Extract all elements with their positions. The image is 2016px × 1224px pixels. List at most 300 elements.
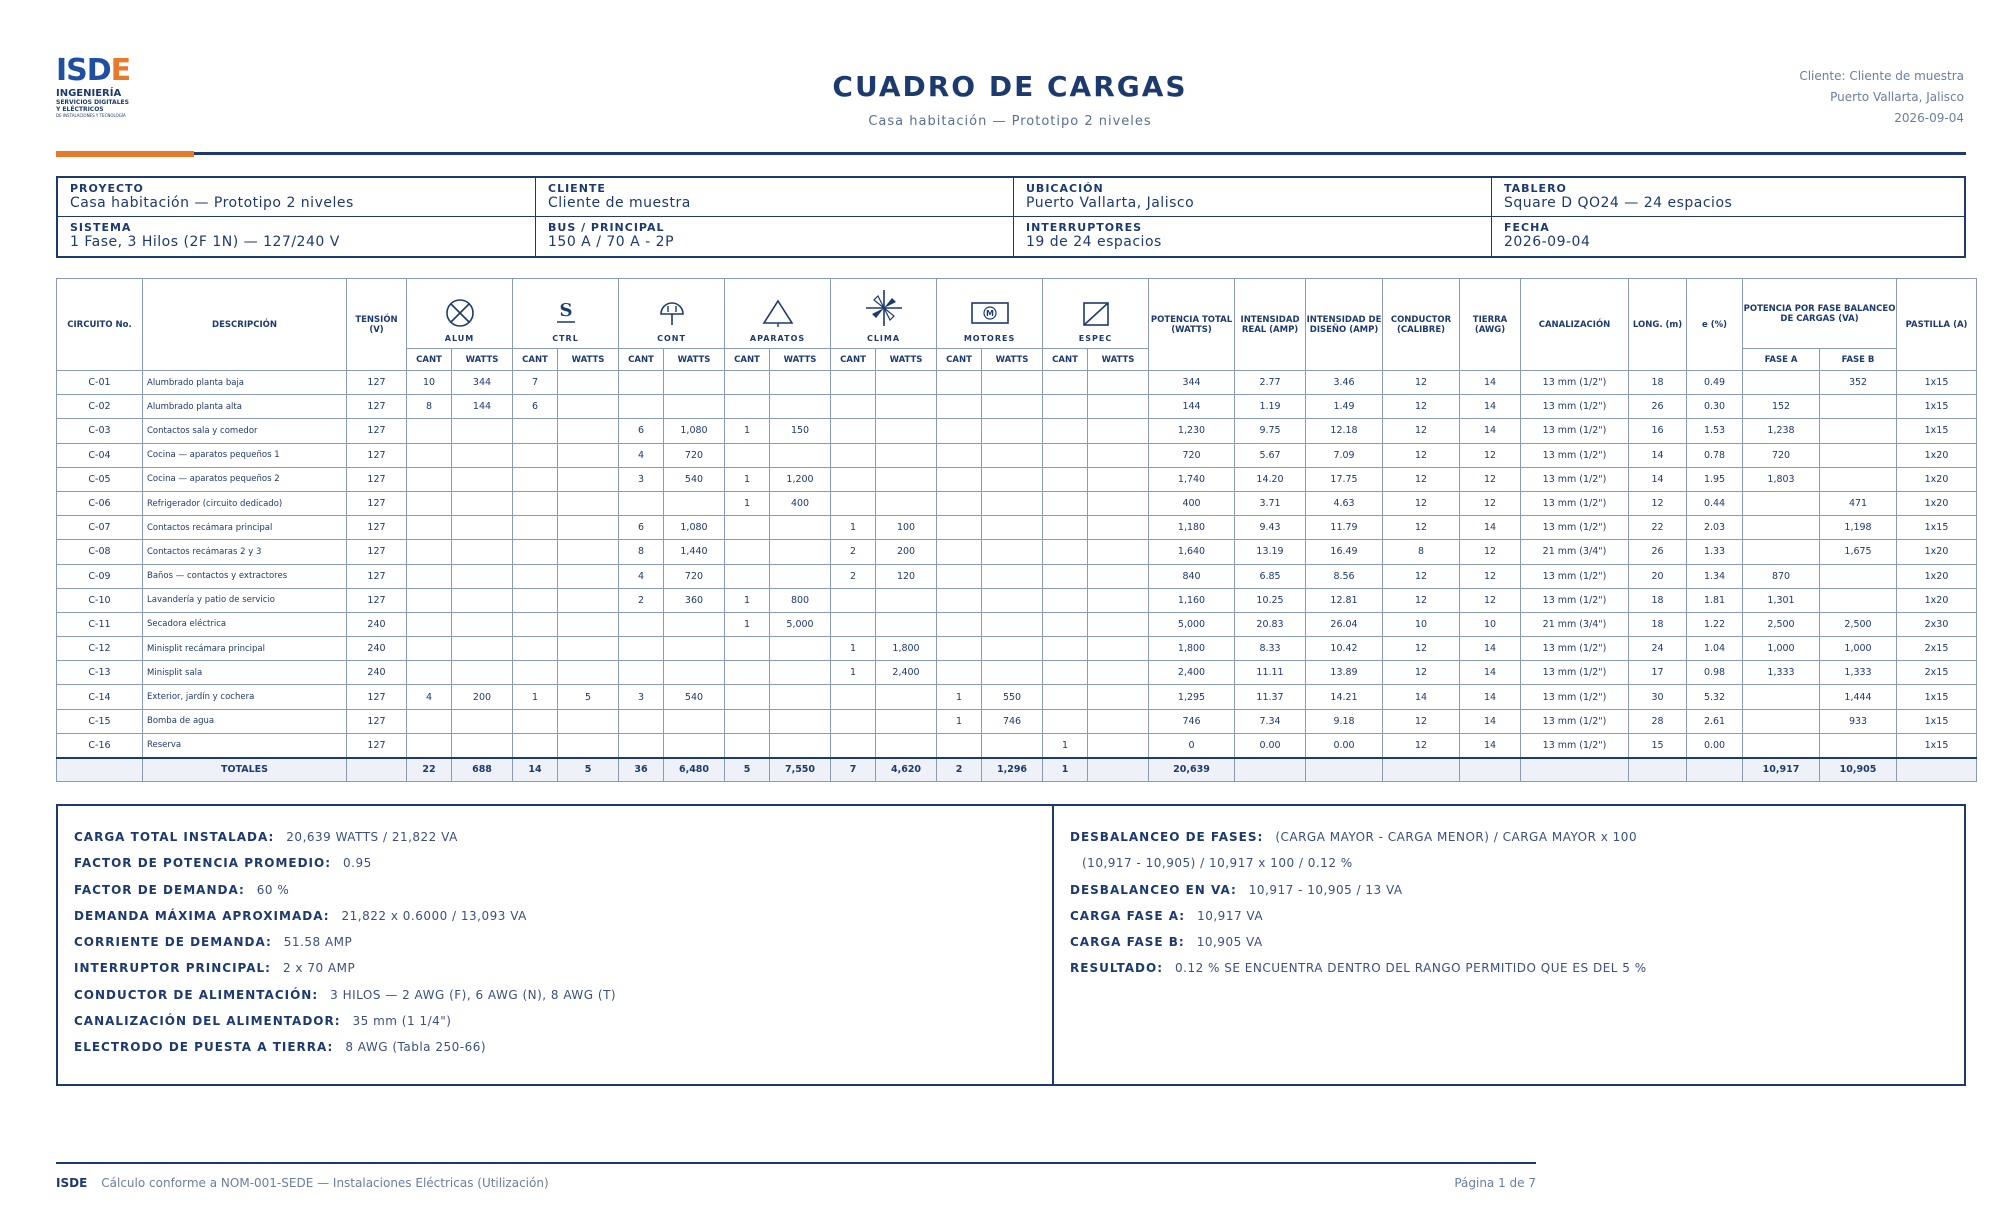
table-cell bbox=[876, 685, 937, 709]
th-fase-b: FASE B bbox=[1820, 349, 1897, 371]
table-cell: 1,800 bbox=[1149, 637, 1235, 661]
table-cell bbox=[831, 709, 876, 733]
table-cell bbox=[770, 540, 831, 564]
table-cell bbox=[407, 733, 452, 757]
table-cell: 344 bbox=[452, 371, 513, 395]
table-cell bbox=[1088, 564, 1149, 588]
table-cell bbox=[1088, 588, 1149, 612]
table-cell: 550 bbox=[982, 685, 1043, 709]
table-cell: 30 bbox=[1629, 685, 1687, 709]
table-cell: 144 bbox=[452, 395, 513, 419]
table-cell: C-10 bbox=[57, 588, 143, 612]
summary-value: 35 mm (1 1/4") bbox=[352, 1014, 452, 1029]
table-cell: 13 mm (1/2") bbox=[1521, 371, 1629, 395]
table-cell: 13 mm (1/2") bbox=[1521, 637, 1629, 661]
table-cell: 14 bbox=[1629, 443, 1687, 467]
table-cell: 1,238 bbox=[1743, 419, 1820, 443]
table-cell: 127 bbox=[347, 491, 407, 515]
table-cell bbox=[831, 588, 876, 612]
summary-value: 10,905 VA bbox=[1196, 935, 1263, 950]
table-cell bbox=[1088, 733, 1149, 757]
table-cell: 10.42 bbox=[1306, 637, 1383, 661]
table-cell bbox=[452, 443, 513, 467]
info-bus: BUS / PRINCIPAL 150 A / 70 A - 2P bbox=[536, 217, 1014, 256]
table-cell bbox=[831, 395, 876, 419]
table-cell: 12.81 bbox=[1306, 588, 1383, 612]
table-cell: 36 bbox=[619, 758, 664, 782]
table-cell bbox=[1743, 491, 1820, 515]
th-cant: CANT bbox=[831, 349, 876, 371]
table-cell: 6 bbox=[619, 516, 664, 540]
table-cell: 5 bbox=[558, 685, 619, 709]
summary-label: DEMANDA MÁXIMA APROXIMADA: bbox=[74, 908, 330, 923]
table-cell: 14 bbox=[1460, 685, 1521, 709]
summary-label: DESBALANCEO EN VA: bbox=[1070, 882, 1237, 897]
table-cell: 0.44 bbox=[1687, 491, 1743, 515]
table-row bbox=[57, 709, 1977, 733]
table-cell bbox=[770, 637, 831, 661]
table-cell: 2.03 bbox=[1687, 516, 1743, 540]
table-cell bbox=[770, 733, 831, 757]
table-cell: 1x15 bbox=[1897, 371, 1977, 395]
table-cell: 12 bbox=[1460, 540, 1521, 564]
table-cell bbox=[831, 419, 876, 443]
table-cell bbox=[558, 564, 619, 588]
table-cell: 12 bbox=[1383, 516, 1460, 540]
table-cell: 150 bbox=[770, 419, 831, 443]
table-cell bbox=[513, 637, 558, 661]
table-cell bbox=[513, 612, 558, 636]
table-cell: 1x20 bbox=[1897, 443, 1977, 467]
table-cell bbox=[558, 467, 619, 491]
th-watts: WATTS bbox=[664, 349, 725, 371]
table-cell bbox=[619, 709, 664, 733]
summary-value: (CARGA MAYOR - CARGA MENOR) / CARGA MAYOR x 100 bbox=[1275, 830, 1638, 844]
table-cell bbox=[1820, 564, 1897, 588]
table-cell: 1x15 bbox=[1897, 685, 1977, 709]
table-cell: 4 bbox=[619, 564, 664, 588]
summary-value: 10,917 - 10,905 / 13 VA bbox=[1248, 882, 1403, 897]
logo-line-1: INGENIERÍA bbox=[56, 88, 122, 99]
table-cell: 2x30 bbox=[1897, 612, 1977, 636]
table-cell bbox=[831, 371, 876, 395]
table-cell bbox=[407, 588, 452, 612]
th-watts: WATTS bbox=[770, 349, 831, 371]
table-cell bbox=[982, 467, 1043, 491]
table-cell: 1 bbox=[831, 516, 876, 540]
table-cell bbox=[1043, 709, 1088, 733]
table-cell: 13 mm (1/2") bbox=[1521, 491, 1629, 515]
table-cell: 18 bbox=[1629, 371, 1687, 395]
table-cell bbox=[619, 612, 664, 636]
table-cell bbox=[1820, 419, 1897, 443]
table-cell: 14 bbox=[1460, 637, 1521, 661]
table-cell: 14 bbox=[513, 758, 558, 782]
table-cell: 1x20 bbox=[1897, 491, 1977, 515]
table-cell: 12 bbox=[1383, 491, 1460, 515]
table-cell bbox=[982, 540, 1043, 564]
table-cell: 1,180 bbox=[1149, 516, 1235, 540]
table-cell bbox=[1043, 516, 1088, 540]
table-cell bbox=[725, 733, 770, 757]
table-cell bbox=[664, 371, 725, 395]
th-fases: POTENCIA POR FASE BALANCEO DE CARGAS (VA) bbox=[1743, 279, 1897, 349]
motor-icon bbox=[970, 300, 1010, 328]
table-cell bbox=[452, 612, 513, 636]
summary-line bbox=[1070, 955, 1950, 981]
table-cell bbox=[452, 419, 513, 443]
table-cell bbox=[770, 395, 831, 419]
th-longitud: LONG. (m) bbox=[1629, 279, 1687, 371]
table-cell: 720 bbox=[1743, 443, 1820, 467]
table-cell bbox=[558, 637, 619, 661]
table-cell bbox=[982, 661, 1043, 685]
summary-line bbox=[74, 1008, 1034, 1034]
info-proyecto: PROYECTO Casa habitación — Prototipo 2 niveles bbox=[58, 178, 536, 217]
table-cell bbox=[407, 443, 452, 467]
table-cell: 14.21 bbox=[1306, 685, 1383, 709]
table-cell: 15 bbox=[1629, 733, 1687, 757]
table-cell: 1.81 bbox=[1687, 588, 1743, 612]
table-cell bbox=[452, 709, 513, 733]
table-cell bbox=[1820, 588, 1897, 612]
footer-rule bbox=[56, 1162, 1536, 1164]
load-table bbox=[56, 278, 1977, 782]
table-cell bbox=[452, 637, 513, 661]
table-cell: 12 bbox=[1460, 564, 1521, 588]
table-cell: 12 bbox=[1460, 467, 1521, 491]
info-fecha: FECHA 2026-09-04 bbox=[1504, 221, 1591, 250]
table-cell bbox=[1743, 685, 1820, 709]
table-cell bbox=[1088, 395, 1149, 419]
table-cell: 13 mm (1/2") bbox=[1521, 443, 1629, 467]
table-row bbox=[57, 564, 1977, 588]
table-cell bbox=[558, 491, 619, 515]
client-line: Cliente: Cliente de muestra bbox=[1799, 69, 1964, 83]
table-cell: 127 bbox=[347, 443, 407, 467]
table-cell: 2 bbox=[831, 540, 876, 564]
table-cell: 400 bbox=[770, 491, 831, 515]
summary-value: 0.12 % SE ENCUENTRA DENTRO DEL RANGO PERMITIDO QUE ES DEL 5 % bbox=[1175, 961, 1647, 976]
table-cell bbox=[619, 491, 664, 515]
table-cell: 1 bbox=[1043, 758, 1088, 782]
table-cell: 1,803 bbox=[1743, 467, 1820, 491]
table-cell bbox=[513, 467, 558, 491]
summary-label: CARGA FASE B: bbox=[1070, 935, 1185, 950]
cell-description: Minisplit recámara principal bbox=[143, 637, 347, 661]
date-line: 2026-09-04 bbox=[1894, 111, 1964, 125]
cell-description: Bomba de agua bbox=[143, 709, 347, 733]
table-cell: 1,333 bbox=[1743, 661, 1820, 685]
table-cell: 1,640 bbox=[1149, 540, 1235, 564]
table-cell: 24 bbox=[1629, 637, 1687, 661]
table-cell bbox=[937, 661, 982, 685]
th-watts: WATTS bbox=[1088, 349, 1149, 371]
th-canalizacion: CANALIZACIÓN bbox=[1521, 279, 1629, 371]
table-cell: 1 bbox=[831, 637, 876, 661]
summary-line bbox=[74, 929, 1034, 955]
table-cell: C-12 bbox=[57, 637, 143, 661]
table-cell bbox=[982, 588, 1043, 612]
table-cell bbox=[452, 661, 513, 685]
table-cell bbox=[347, 758, 407, 782]
table-cell: C-11 bbox=[57, 612, 143, 636]
th-watts: WATTS bbox=[982, 349, 1043, 371]
table-cell: 1x20 bbox=[1897, 564, 1977, 588]
table-cell: 13 mm (1/2") bbox=[1521, 588, 1629, 612]
th-group-espec: ESPEC bbox=[1043, 279, 1149, 349]
th-watts: WATTS bbox=[558, 349, 619, 371]
table-cell bbox=[558, 588, 619, 612]
table-cell bbox=[1088, 491, 1149, 515]
table-cell bbox=[982, 637, 1043, 661]
table-cell: 127 bbox=[347, 540, 407, 564]
table-cell bbox=[1043, 491, 1088, 515]
table-cell: 144 bbox=[1149, 395, 1235, 419]
table-cell: 12 bbox=[1383, 733, 1460, 757]
summary-panel bbox=[56, 804, 1966, 1086]
table-cell bbox=[982, 443, 1043, 467]
table-cell: 1,000 bbox=[1820, 637, 1897, 661]
table-cell: 1x15 bbox=[1897, 419, 1977, 443]
table-cell: 2,500 bbox=[1820, 612, 1897, 636]
table-cell: C-14 bbox=[57, 685, 143, 709]
table-cell: 5 bbox=[558, 758, 619, 782]
totals-row bbox=[57, 758, 1977, 782]
svg-text:M: M bbox=[985, 309, 994, 318]
table-row bbox=[57, 395, 1977, 419]
table-cell: 471 bbox=[1820, 491, 1897, 515]
table-cell: 0.78 bbox=[1687, 443, 1743, 467]
table-cell bbox=[770, 661, 831, 685]
cell-description: Secadora eléctrica bbox=[143, 612, 347, 636]
table-cell: 12 bbox=[1383, 637, 1460, 661]
table-cell: 11.79 bbox=[1306, 516, 1383, 540]
table-cell: 688 bbox=[452, 758, 513, 782]
table-cell: 1 bbox=[513, 685, 558, 709]
table-cell: 12 bbox=[1383, 419, 1460, 443]
table-cell: 13 mm (1/2") bbox=[1521, 661, 1629, 685]
table-cell: 12 bbox=[1383, 588, 1460, 612]
table-cell: 127 bbox=[347, 709, 407, 733]
table-cell bbox=[513, 661, 558, 685]
table-cell bbox=[937, 540, 982, 564]
table-cell bbox=[937, 443, 982, 467]
table-cell: 8.56 bbox=[1306, 564, 1383, 588]
table-cell: C-08 bbox=[57, 540, 143, 564]
info-ubicacion: UBICACIÓN Puerto Vallarta, Jalisco bbox=[1014, 178, 1492, 217]
table-cell bbox=[558, 443, 619, 467]
table-row bbox=[57, 419, 1977, 443]
cell-description: Cocina — aparatos pequeños 1 bbox=[143, 443, 347, 467]
table-cell: 800 bbox=[770, 588, 831, 612]
table-cell bbox=[1897, 758, 1977, 782]
table-cell: 2 bbox=[937, 758, 982, 782]
client-block bbox=[1799, 66, 1964, 129]
table-cell bbox=[725, 637, 770, 661]
table-cell bbox=[937, 491, 982, 515]
table-cell: 2.61 bbox=[1687, 709, 1743, 733]
table-cell bbox=[452, 516, 513, 540]
th-conductor: CONDUCTOR (CALIBRE) bbox=[1383, 279, 1460, 371]
table-cell: 7.34 bbox=[1235, 709, 1306, 733]
table-cell bbox=[558, 540, 619, 564]
th-intensidad-real: INTENSIDAD REAL (AMP) bbox=[1235, 279, 1306, 371]
table-cell: 1,333 bbox=[1820, 661, 1897, 685]
table-cell bbox=[407, 709, 452, 733]
table-cell: 14.20 bbox=[1235, 467, 1306, 491]
th-cant: CANT bbox=[513, 349, 558, 371]
lamp-icon bbox=[445, 298, 475, 328]
table-cell bbox=[513, 540, 558, 564]
info-interruptores: INTERRUPTORES 19 de 24 espacios bbox=[1014, 217, 1492, 256]
table-cell: 127 bbox=[347, 419, 407, 443]
summary-value: 21,822 x 0.6000 / 13,093 VA bbox=[341, 908, 527, 923]
table-cell bbox=[1820, 443, 1897, 467]
summary-line bbox=[74, 1034, 1034, 1060]
table-cell bbox=[1743, 516, 1820, 540]
table-cell: 5.32 bbox=[1687, 685, 1743, 709]
table-cell: 13 mm (1/2") bbox=[1521, 564, 1629, 588]
table-cell bbox=[1820, 395, 1897, 419]
table-cell bbox=[1088, 758, 1149, 782]
table-cell bbox=[876, 395, 937, 419]
footer-note: Cálculo conforme a NOM-001-SEDE — Instalaciones Eléctricas (Utilización) bbox=[101, 1176, 549, 1190]
table-cell: 14 bbox=[1629, 467, 1687, 491]
table-cell: 12.18 bbox=[1306, 419, 1383, 443]
table-cell bbox=[407, 564, 452, 588]
table-cell: 1,444 bbox=[1820, 685, 1897, 709]
table-cell: 540 bbox=[664, 467, 725, 491]
table-cell: 16.49 bbox=[1306, 540, 1383, 564]
table-cell bbox=[725, 371, 770, 395]
table-cell bbox=[452, 564, 513, 588]
cell-description: Contactos recámara principal bbox=[143, 516, 347, 540]
table-cell bbox=[558, 661, 619, 685]
table-row bbox=[57, 661, 1977, 685]
summary-label: CARGA TOTAL INSTALADA: bbox=[74, 830, 275, 844]
table-cell: 21 mm (3/4") bbox=[1521, 612, 1629, 636]
table-cell bbox=[1043, 395, 1088, 419]
table-cell: 5,000 bbox=[1149, 612, 1235, 636]
th-group-alum: ALUM bbox=[407, 279, 513, 349]
svg-text:S: S bbox=[559, 300, 572, 321]
table-cell: 240 bbox=[347, 661, 407, 685]
table-cell: 1.49 bbox=[1306, 395, 1383, 419]
table-cell bbox=[619, 661, 664, 685]
table-cell bbox=[513, 443, 558, 467]
table-cell: 7,550 bbox=[770, 758, 831, 782]
table-cell: 12 bbox=[1383, 467, 1460, 491]
table-cell: 22 bbox=[407, 758, 452, 782]
th-group-motores: M MOTORES bbox=[937, 279, 1043, 349]
table-cell: 26 bbox=[1629, 395, 1687, 419]
table-cell: 18 bbox=[1629, 588, 1687, 612]
summary-value: 10,917 VA bbox=[1197, 908, 1264, 923]
table-cell: 2x15 bbox=[1897, 637, 1977, 661]
table-cell bbox=[513, 588, 558, 612]
table-cell: C-02 bbox=[57, 395, 143, 419]
table-cell bbox=[664, 491, 725, 515]
table-cell bbox=[876, 733, 937, 757]
special-icon bbox=[1081, 300, 1111, 328]
table-row bbox=[57, 733, 1977, 757]
table-cell bbox=[513, 419, 558, 443]
table-cell: 9.43 bbox=[1235, 516, 1306, 540]
table-cell bbox=[1743, 540, 1820, 564]
table-cell: 360 bbox=[664, 588, 725, 612]
appliance-icon bbox=[761, 298, 795, 328]
table-cell bbox=[1043, 371, 1088, 395]
table-cell bbox=[982, 491, 1043, 515]
table-cell bbox=[513, 709, 558, 733]
table-cell bbox=[770, 564, 831, 588]
table-cell: 3.71 bbox=[1235, 491, 1306, 515]
table-cell: 10 bbox=[1460, 612, 1521, 636]
th-descripcion: DESCRIPCIÓN bbox=[143, 279, 347, 371]
company-logo bbox=[56, 53, 144, 132]
table-cell: 1.34 bbox=[1687, 564, 1743, 588]
table-cell: 1,200 bbox=[770, 467, 831, 491]
table-cell: 13 mm (1/2") bbox=[1521, 395, 1629, 419]
table-cell bbox=[664, 733, 725, 757]
table-cell bbox=[770, 685, 831, 709]
table-cell: 6 bbox=[619, 419, 664, 443]
table-cell: 2 bbox=[831, 564, 876, 588]
table-cell bbox=[558, 612, 619, 636]
table-cell bbox=[558, 371, 619, 395]
table-cell bbox=[1088, 371, 1149, 395]
table-cell: 13.89 bbox=[1306, 661, 1383, 685]
summary-value: (10,917 - 10,905) / 10,917 x 100 / 0.12 % bbox=[1082, 856, 1353, 871]
logo-line-4: DE INSTALACIONES Y TECNOLOGÍA bbox=[56, 113, 126, 118]
cell-description: Exterior, jardín y cochera bbox=[143, 685, 347, 709]
table-cell: 12 bbox=[1383, 395, 1460, 419]
header-accent-rule bbox=[56, 151, 194, 157]
table-cell: 7 bbox=[831, 758, 876, 782]
table-cell bbox=[982, 733, 1043, 757]
table-cell: 10,905 bbox=[1820, 758, 1897, 782]
table-row bbox=[57, 685, 1977, 709]
table-cell bbox=[982, 395, 1043, 419]
table-cell: 400 bbox=[1149, 491, 1235, 515]
page-number: Página 1 de 7 bbox=[1454, 1176, 1536, 1190]
table-cell bbox=[1088, 685, 1149, 709]
table-cell: C-03 bbox=[57, 419, 143, 443]
table-cell: C-06 bbox=[57, 491, 143, 515]
table-cell: C-13 bbox=[57, 661, 143, 685]
table-cell: 18 bbox=[1629, 612, 1687, 636]
project-info-grid bbox=[56, 176, 1966, 258]
th-cant: CANT bbox=[937, 349, 982, 371]
table-cell: 870 bbox=[1743, 564, 1820, 588]
table-cell: 200 bbox=[452, 685, 513, 709]
table-cell bbox=[1043, 612, 1088, 636]
table-cell bbox=[937, 467, 982, 491]
table-cell: 20 bbox=[1629, 564, 1687, 588]
summary-label: DESBALANCEO DE FASES: bbox=[1070, 830, 1264, 844]
table-cell bbox=[831, 443, 876, 467]
table-cell bbox=[558, 733, 619, 757]
summary-label: CANALIZACIÓN DEL ALIMENTADOR: bbox=[74, 1014, 341, 1029]
header-rule bbox=[56, 152, 1966, 155]
table-cell bbox=[513, 491, 558, 515]
table-cell: 12 bbox=[1383, 371, 1460, 395]
table-cell: 1,080 bbox=[664, 419, 725, 443]
summary-label: CORRIENTE DE DEMANDA: bbox=[74, 935, 272, 950]
table-cell: 4 bbox=[619, 443, 664, 467]
footer-brand: ISDE bbox=[56, 1176, 88, 1190]
